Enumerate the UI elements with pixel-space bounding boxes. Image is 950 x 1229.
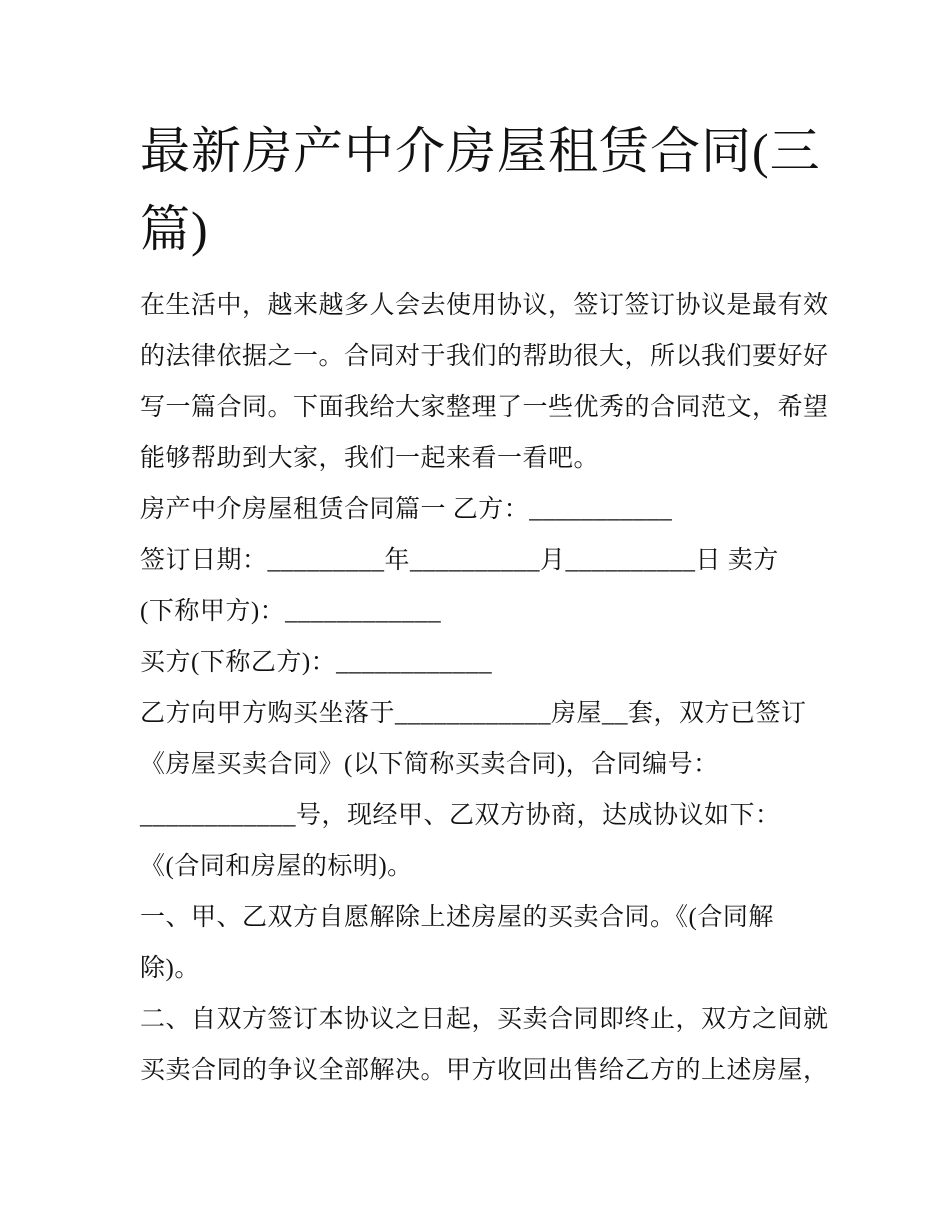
paragraph-line: 写一篇合同。下面我给大家整理了一些优秀的合同范文，希望 [140, 394, 829, 421]
paragraph-line: 《(合同和房屋的标明)。 [140, 853, 413, 880]
paragraph-line: 一、甲、乙双方自愿解除上述房屋的买卖合同。《(合同解 [140, 904, 774, 931]
paragraph-line: (下称甲方)：____________ [140, 598, 442, 625]
paragraph-line: 能够帮助到大家，我们一起来看一看吧。 [140, 445, 600, 472]
paragraph-line: ____________号，现经甲、乙双方协商，达成协议如下： [140, 802, 781, 829]
document-body [140, 280, 830, 1096]
title-line: 篇) [140, 201, 209, 257]
paragraph-line: 的法律依据之一。合同对于我们的帮助很大，所以我们要好好 [140, 343, 829, 370]
paragraph-line: 《房屋买卖合同》(以下简称买卖合同)，合同编号： [140, 751, 719, 778]
paragraph-line: 二、自双方签订本协议之日起，买卖合同即终止，双方之间就 [140, 1006, 829, 1033]
document-title [140, 112, 830, 268]
paragraph-line: 买方(下称乙方)：____________ [140, 649, 493, 676]
paragraph-line: 房产中介房屋租赁合同篇一 乙方：___________ [140, 496, 673, 523]
paragraph-line: 在生活中，越来越多人会去使用协议，签订签订协议是最有效 [140, 292, 829, 319]
paragraph-line: 买卖合同的争议全部解决。甲方收回出售给乙方的上述房屋， [140, 1057, 829, 1084]
paragraph-line: 签订日期：_________年__________月__________日 卖方 [140, 547, 779, 574]
paragraph-line: 乙方向甲方购买坐落于____________房屋__套，双方已签订 [140, 700, 807, 727]
title-line: 最新房产中介房屋租赁合同(三 [140, 123, 821, 179]
paragraph-line: 除)。 [140, 955, 200, 982]
